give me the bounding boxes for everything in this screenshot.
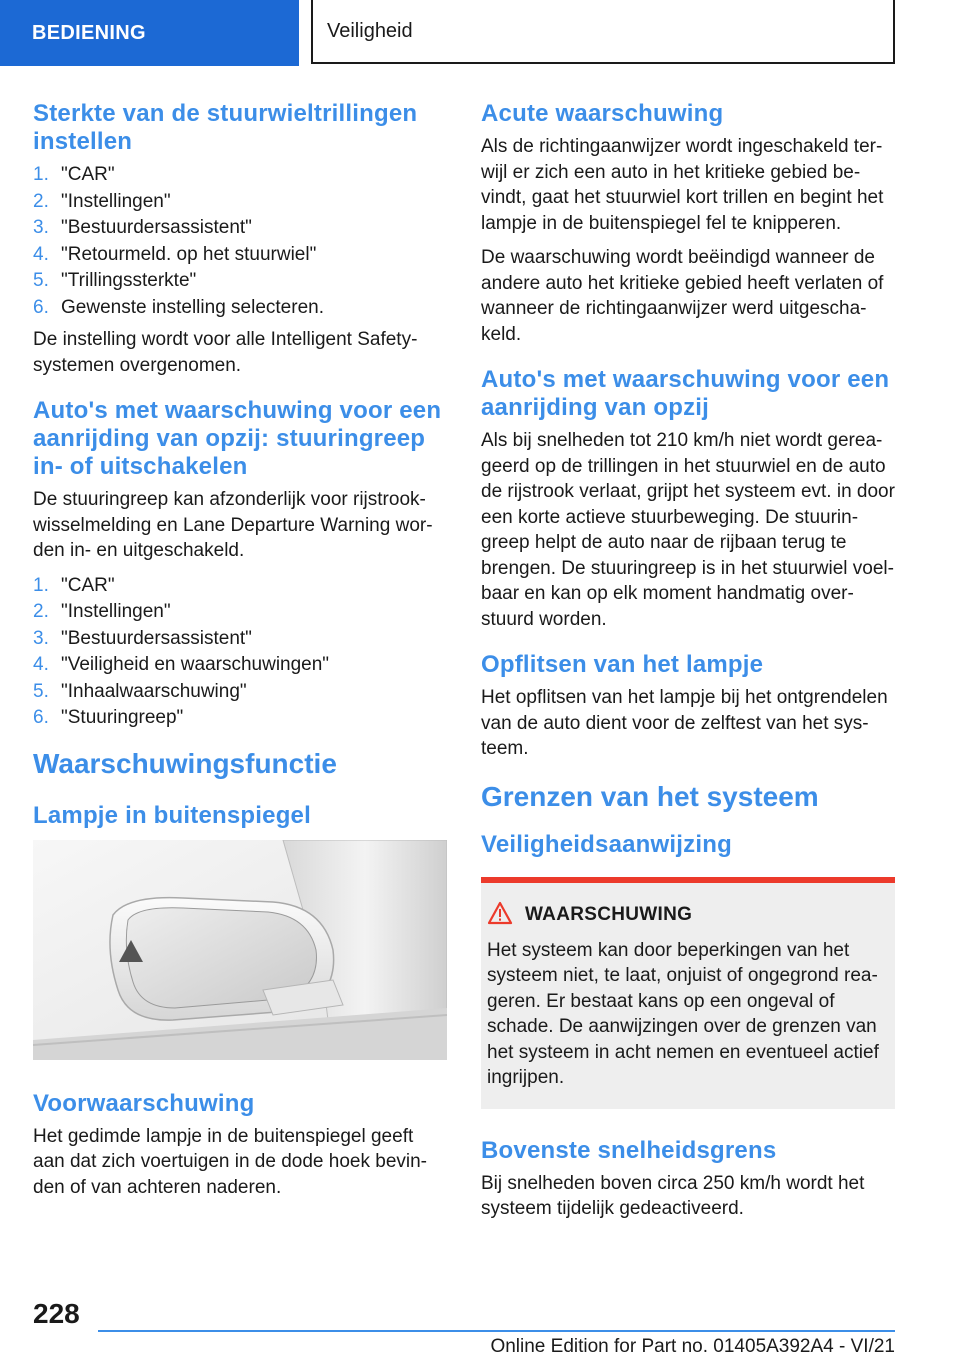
list-item: 2. "Instellingen" — [33, 190, 171, 212]
topic-header — [311, 0, 895, 64]
right-column — [481, 100, 895, 1231]
list-item: 6. "Stuuringreep" — [33, 707, 184, 728]
list-item: 5. "Inhaalwaarschuwing" — [33, 680, 247, 702]
heading-warning-function: Waarschuwingsfunctie — [33, 747, 337, 779]
topic-label: Veiligheid — [327, 19, 413, 42]
heading-steering-intervention: Auto's met waarschuwing voor een aanrijding van opzij: stuuringreep in- of uitschakelen — [33, 397, 442, 480]
warning-label: WAARSCHUWING — [525, 904, 693, 925]
list-item: 6. Gewenste instelling selecteren. — [33, 296, 324, 318]
warning-triangle-icon — [487, 901, 513, 930]
heading-system-limits: Grenzen van het systeem — [481, 780, 819, 812]
heading-light-flash: Opflitsen van het lampje — [481, 651, 764, 678]
steps-steering-intervention — [33, 573, 447, 732]
paragraph-setting-note: De instelling wordt voor alle Intelligent Safety-systemen overgenomen. — [33, 329, 418, 376]
heading-mirror-light: Lampje in buitenspiegel — [33, 801, 311, 829]
heading-acute-warning: Acute waarschuwing — [481, 100, 724, 127]
list-item: 4. "Retourmeld. op het stuurwiel" — [33, 243, 317, 265]
warning-title — [487, 901, 885, 930]
list-item: 1. "CAR" — [33, 164, 115, 185]
left-column — [33, 100, 447, 1209]
steps-vibration-strength — [33, 162, 447, 321]
section-tab — [0, 0, 299, 66]
heading-upper-speed-limit: Bovenste snelheidsgrens — [481, 1136, 777, 1164]
footer-divider — [98, 1330, 895, 1332]
paragraph-acute-warning-2: De waarschuwing wordt beëindigd wanneer de andere auto het kritieke gebied heeft verlaten of wanneer de richtingaanwijzer werd uitgescha-keld. — [481, 247, 884, 345]
mirror-illustration — [33, 840, 447, 1060]
heading-pre-warning: Voorwaarschuwing — [33, 1089, 255, 1117]
paragraph-upper-speed-limit: Bij snelheden boven circa 250 km/h wordt het systeem tijdelijk gedeactiveerd. — [481, 1172, 865, 1219]
paragraph-pre-warning: Het gedimde lampje in de buitenspiegel geeft aan dat zich voertuigen in de dode hoek bevin-den of van achteren naderen. — [33, 1125, 427, 1198]
section-label: BEDIENING — [32, 21, 146, 44]
page-number: 228 — [33, 1298, 80, 1329]
list-item: 2. "Instellingen" — [33, 601, 171, 622]
list-item: 1. "CAR" — [33, 574, 115, 596]
warning-text: Het systeem kan door beperkingen van het systeem niet, te laat, onjuist of ongegrond rea-geren. Er bestaat kans op een ongeval of schade. De aanwijzingen over de grenzen van het systeem in acht nemen en eventueel actief ingrijpen. — [487, 939, 879, 1088]
list-item: 3. "Bestuurdersassistent" — [33, 627, 252, 649]
list-item: 5. "Trillingssterkte" — [33, 270, 197, 291]
heading-vibration-strength: Sterkte van de stuurwieltrillingen instellen — [33, 100, 418, 155]
heading-side-collision: Auto's met waarschuwing voor een aanrijding van opzij — [481, 366, 890, 421]
paragraph-steering-intervention: De stuuringreep kan afzonderlijk voor rijstrook-wisselmelding en Lane Departure Warning wor-den in- en uitgeschakeld. — [33, 489, 433, 561]
edition-note: Online Edition for Part no. 01405A392A4 - VI/21 — [490, 1336, 895, 1357]
paragraph-light-flash: Het opflitsen van het lampje bij het ontgrendelen van de auto dient voor de zelftest van het sys-teem. — [481, 687, 888, 759]
paragraph-acute-warning-1: Als de richtingaanwijzer wordt ingeschakeld ter-wijl er zich een auto in het kritieke gebied be-vindt, gaat het stuurwiel kort trillen en begint het lampje in de buitenspiegel fel te knipperen. — [481, 136, 884, 234]
list-item: 3. "Bestuurdersassistent" — [33, 217, 252, 238]
list-item: 4. "Veiligheid en waarschuwingen" — [33, 654, 330, 675]
heading-safety-note: Veiligheidsaanwijzing — [481, 830, 732, 858]
paragraph-side-collision: Als bij snelheden tot 210 km/h niet wordt gerea-geerd op de trillingen in het stuurwiel en de auto de rijstrook verlaat, grijpt het systeem evt. in door een korte actieve stuurbeweging. De stuurin-greep helpt de auto naar de rijbaan terug te brengen. De stuuringreep is in het stuurwiel voel-baar en kan op elk moment handmatig over-stuurd worden. — [481, 430, 895, 630]
warning-box — [481, 877, 895, 1109]
